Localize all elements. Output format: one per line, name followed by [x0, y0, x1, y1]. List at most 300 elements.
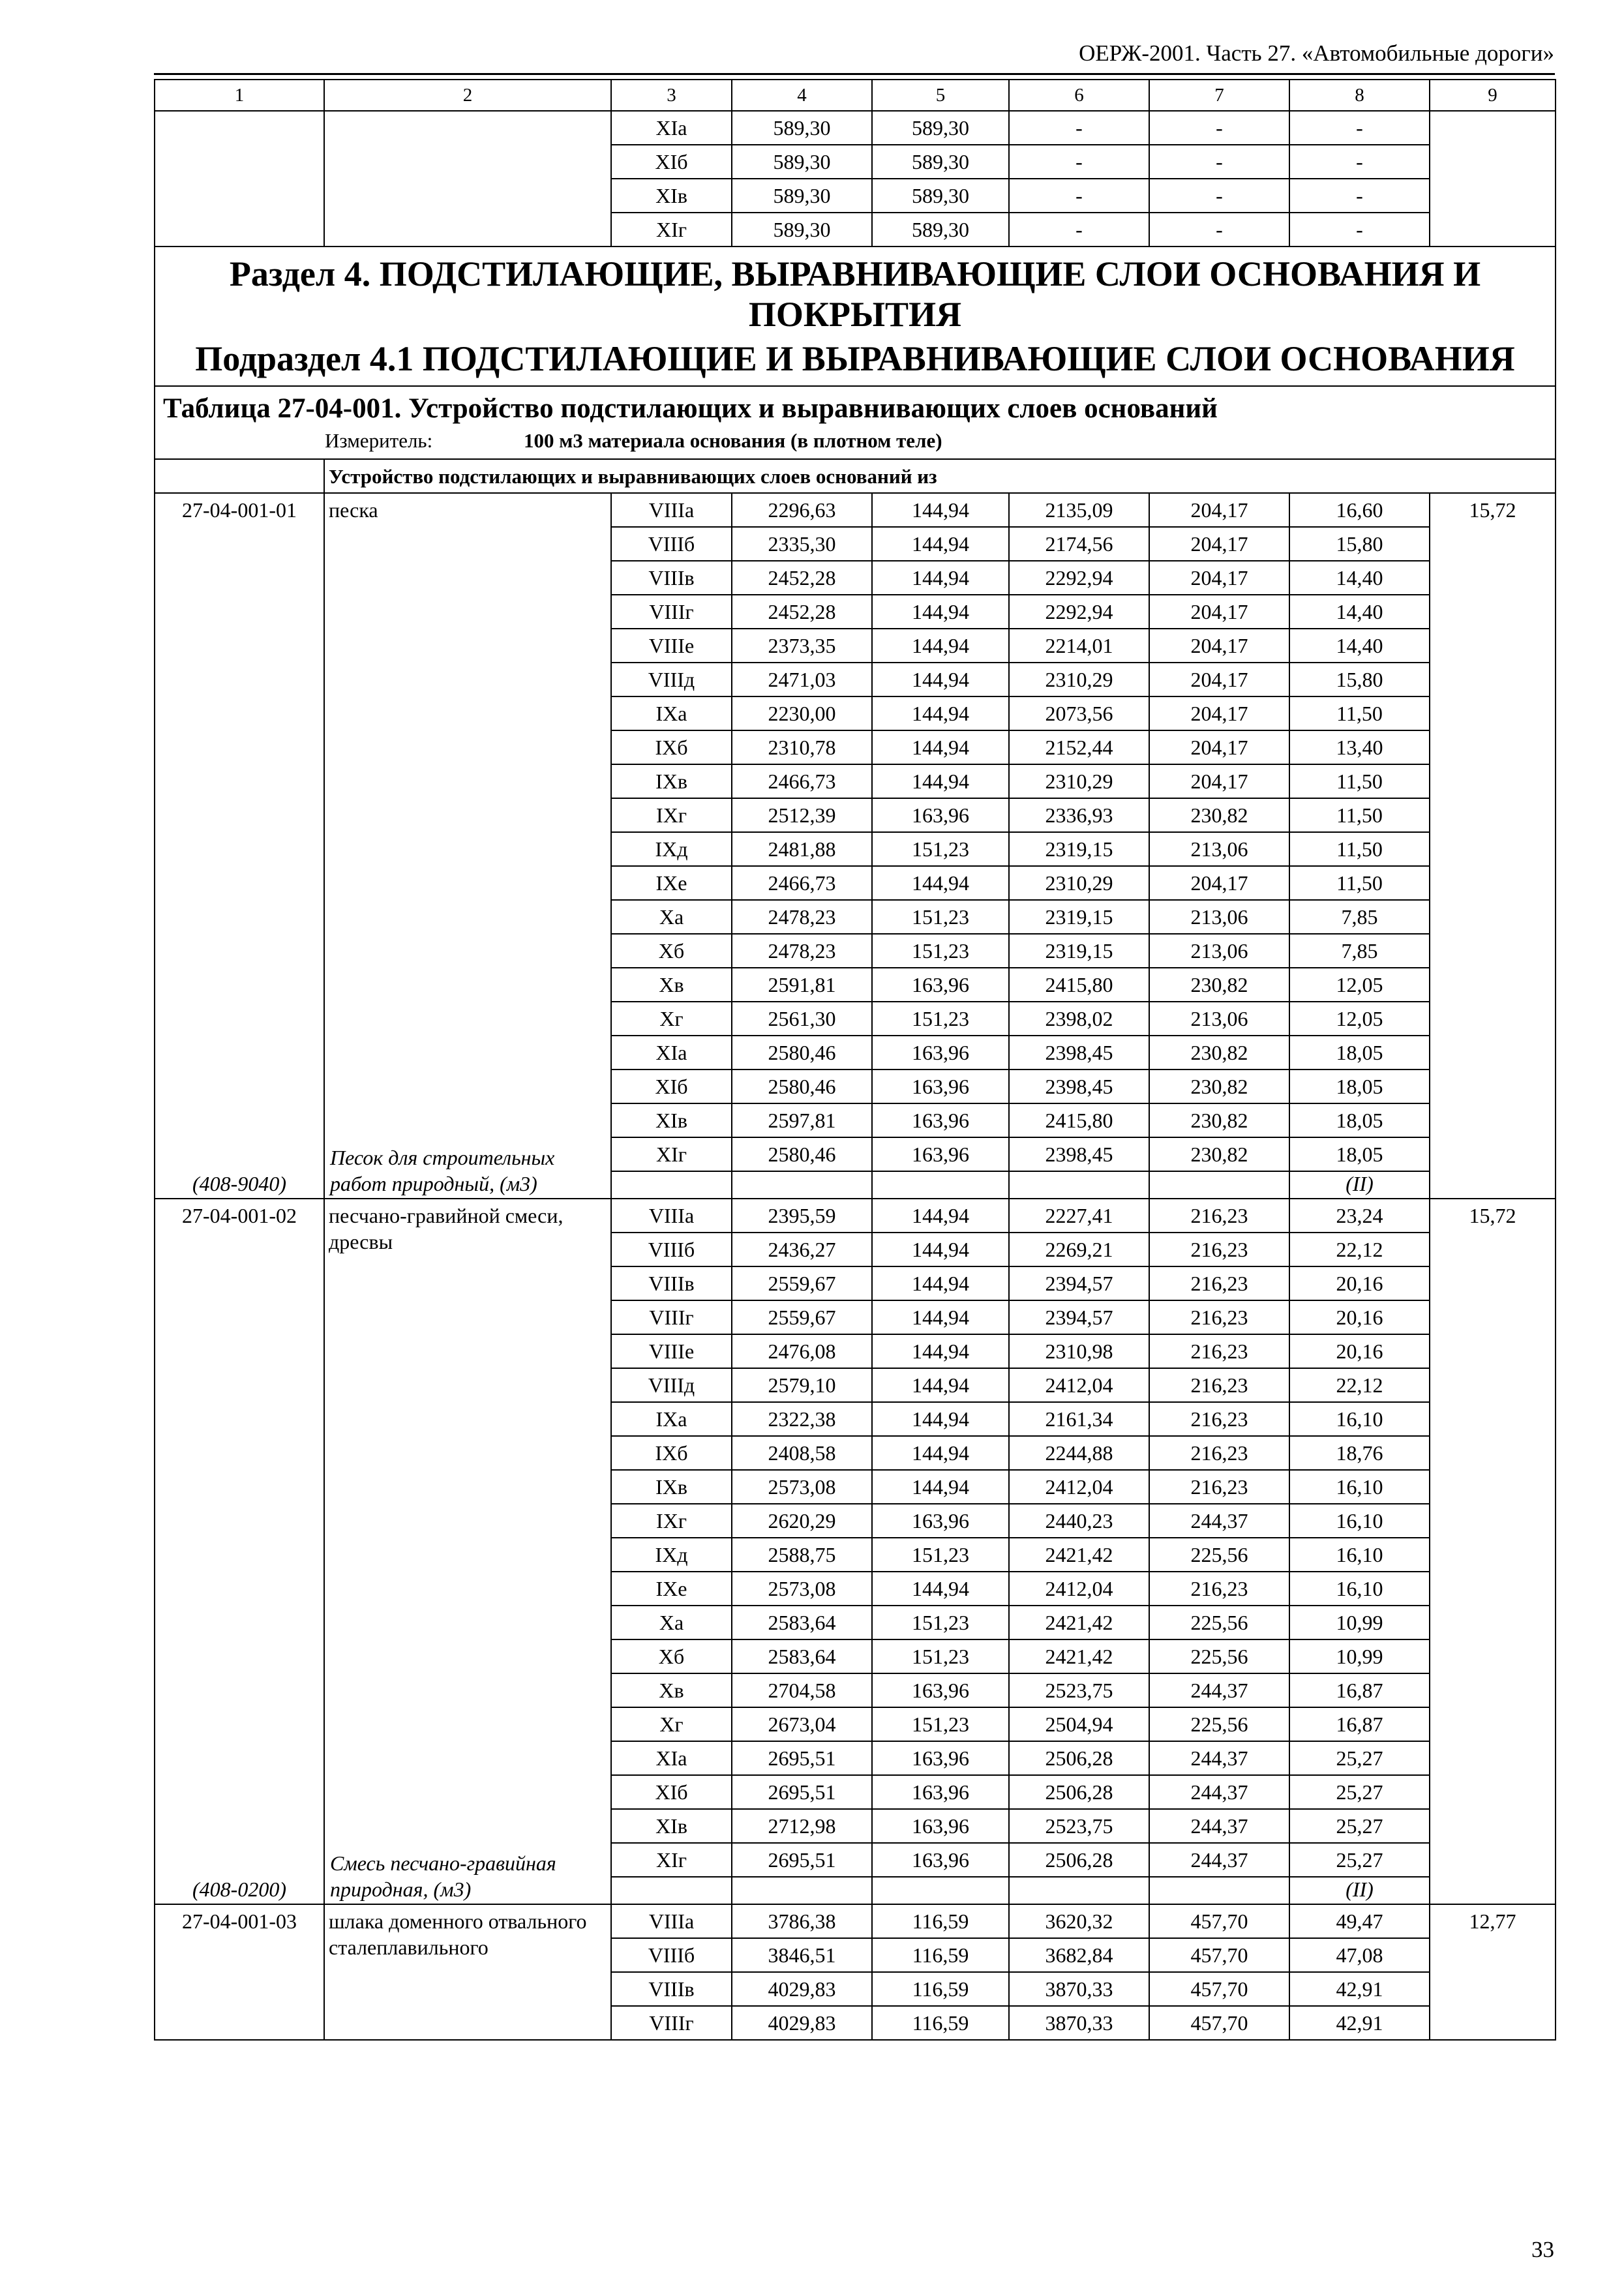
cell-c5: 144,94	[872, 1402, 1009, 1436]
cell-c8: 23,24	[1289, 1199, 1430, 1233]
table-title-row	[155, 386, 1556, 459]
cell-c4: 2580,46	[732, 1070, 872, 1103]
cell-c7: 213,06	[1149, 832, 1289, 866]
cell-c7: 216,23	[1149, 1266, 1289, 1300]
cell-cls: XIа	[611, 111, 732, 145]
cell-cls: IXг	[611, 1504, 732, 1538]
cell-c8: 49,47	[1289, 1904, 1430, 1938]
table-row	[155, 1199, 1556, 1233]
cell-c8: 7,85	[1289, 900, 1430, 934]
cell-c6: 2310,29	[1009, 663, 1149, 696]
cell-c7: -	[1149, 179, 1289, 213]
cell-c6: 2319,15	[1009, 900, 1149, 934]
cell-cls: IXв	[611, 1470, 732, 1504]
cell-cls: IXа	[611, 1402, 732, 1436]
cell-c4: 2230,00	[732, 696, 872, 730]
cell-c5: 144,94	[872, 1334, 1009, 1368]
cell-c5: 163,96	[872, 968, 1009, 1002]
cell-c5: 144,94	[872, 730, 1009, 764]
table-row	[155, 111, 1556, 145]
empty-cell	[1149, 1877, 1289, 1904]
cell-cls: Xг	[611, 1002, 732, 1036]
cell-cls: XIв	[611, 1103, 732, 1137]
cell-c7: 225,56	[1149, 1538, 1289, 1572]
cell-c5: 163,96	[872, 1741, 1009, 1775]
cell-cls: IXд	[611, 1538, 732, 1572]
cell-c6: 2421,42	[1009, 1606, 1149, 1639]
cell-c8: 25,27	[1289, 1809, 1430, 1843]
cell-c8: 16,87	[1289, 1673, 1430, 1707]
cell-c7: 216,23	[1149, 1402, 1289, 1436]
cell-c4: 2620,29	[732, 1504, 872, 1538]
cell-c5: 144,94	[872, 866, 1009, 900]
cell-c5: 151,23	[872, 1707, 1009, 1741]
cell-c6: 2214,01	[1009, 629, 1149, 663]
cell-c7: 225,56	[1149, 1707, 1289, 1741]
cell-cls: VIIIб	[611, 1938, 732, 1972]
cell-c6: 2412,04	[1009, 1572, 1149, 1606]
cell-c7: 230,82	[1149, 968, 1289, 1002]
table-unit	[155, 427, 1555, 458]
cell-cls: IXе	[611, 866, 732, 900]
cell-c7: 216,23	[1149, 1300, 1289, 1334]
cell-c8: 12,05	[1289, 1002, 1430, 1036]
cell-c4: 2373,35	[732, 629, 872, 663]
cell-c4: 2408,58	[732, 1436, 872, 1470]
cell-c7: -	[1149, 145, 1289, 179]
cell-c4: 2695,51	[732, 1741, 872, 1775]
cell-c4: 2512,39	[732, 798, 872, 832]
cell-c6: 3682,84	[1009, 1938, 1149, 1972]
cell-c6: 2310,98	[1009, 1334, 1149, 1368]
cell-c6: 2506,28	[1009, 1843, 1149, 1877]
empty-cell	[1009, 1171, 1149, 1199]
cell-c7: 230,82	[1149, 1070, 1289, 1103]
cell-c8: 10,99	[1289, 1606, 1430, 1639]
cell-c5: 589,30	[872, 145, 1009, 179]
cell-c7: 213,06	[1149, 900, 1289, 934]
cell-c7: 213,06	[1149, 1002, 1289, 1036]
cell-cls: XIг	[611, 1843, 732, 1877]
cell-cls: XIг	[611, 1137, 732, 1171]
empty-cell	[1009, 1877, 1149, 1904]
section-row	[155, 247, 1556, 386]
cell-c7: 244,37	[1149, 1741, 1289, 1775]
cell-cls: VIIIв	[611, 561, 732, 595]
cell-c6: -	[1009, 213, 1149, 247]
empty-cell	[732, 1171, 872, 1199]
rate-desc: песчано-гравийной смеси, дресвы	[329, 1204, 564, 1253]
cell-cls: IXв	[611, 764, 732, 798]
cell-cls: VIIIг	[611, 1300, 732, 1334]
cell-c7: 244,37	[1149, 1775, 1289, 1809]
cell-c6: 2073,56	[1009, 696, 1149, 730]
cell-c8: 15,80	[1289, 663, 1430, 696]
cell-cls: IXа	[611, 696, 732, 730]
cell-cls: IXд	[611, 832, 732, 866]
empty-cell	[872, 1877, 1009, 1904]
code-cell	[155, 111, 324, 247]
c9-cell: 12,77	[1430, 1904, 1556, 2040]
cell-c4: 2559,67	[732, 1266, 872, 1300]
material-code: (408-0200)	[192, 1878, 286, 1901]
cell-c7: 244,37	[1149, 1809, 1289, 1843]
material-code: (408-9040)	[192, 1172, 286, 1195]
cell-c6: 2523,75	[1009, 1809, 1149, 1843]
cell-cls: Xв	[611, 968, 732, 1002]
cell-c8: 11,50	[1289, 866, 1430, 900]
cell-cls: Xб	[611, 1639, 732, 1673]
cell-c4: 2588,75	[732, 1538, 872, 1572]
cell-c7: 204,17	[1149, 595, 1289, 629]
cell-cls: VIIIа	[611, 1904, 732, 1938]
cell-c5: 144,94	[872, 1368, 1009, 1402]
cell-c8: 22,12	[1289, 1233, 1430, 1266]
cell-c6: 2244,88	[1009, 1436, 1149, 1470]
cell-c7: 225,56	[1149, 1639, 1289, 1673]
cell-cls: IXб	[611, 1436, 732, 1470]
cell-c4: 3846,51	[732, 1938, 872, 1972]
cell-c5: 151,23	[872, 1002, 1009, 1036]
cell-c7: 244,37	[1149, 1843, 1289, 1877]
unit-value: 100 м3 материала основания (в плотном теле)	[524, 429, 942, 452]
cell-c5: 163,96	[872, 1036, 1009, 1070]
cell-c5: 144,94	[872, 764, 1009, 798]
cell-c8: 18,05	[1289, 1036, 1430, 1070]
cell-c7: 457,70	[1149, 1972, 1289, 2006]
c9-cell	[1430, 111, 1556, 247]
empty-cell	[1149, 1171, 1289, 1199]
cell-c7: 213,06	[1149, 934, 1289, 968]
cell-c4: 3786,38	[732, 1904, 872, 1938]
cell-c5: 144,94	[872, 1436, 1009, 1470]
c9-cell: 15,72	[1430, 493, 1556, 1199]
cell-c6: 2415,80	[1009, 968, 1149, 1002]
cell-c6: 2152,44	[1009, 730, 1149, 764]
cell-c4: 2673,04	[732, 1707, 872, 1741]
rate-code: 27-04-001-01	[182, 498, 297, 522]
cell-c4: 2478,23	[732, 934, 872, 968]
cell-c5: 144,94	[872, 1199, 1009, 1233]
cell-cls: XIб	[611, 1070, 732, 1103]
cell-cls: VIIIа	[611, 493, 732, 527]
table-row	[155, 493, 1556, 527]
cell-c8: 42,91	[1289, 2006, 1430, 2040]
cell-c4: 2695,51	[732, 1775, 872, 1809]
cell-c6: 2310,29	[1009, 764, 1149, 798]
cell-cls: VIIIв	[611, 1972, 732, 2006]
cell-c4: 2559,67	[732, 1300, 872, 1334]
cell-cls: VIIIа	[611, 1199, 732, 1233]
cell-cls: XIг	[611, 213, 732, 247]
cell-cls: XIа	[611, 1036, 732, 1070]
cell-cls: VIIIе	[611, 629, 732, 663]
cell-c5: 144,94	[872, 1300, 1009, 1334]
cell-c7: 244,37	[1149, 1504, 1289, 1538]
cell-c6: 2398,02	[1009, 1002, 1149, 1036]
cell-c8: 16,10	[1289, 1470, 1430, 1504]
cell-c5: 144,94	[872, 629, 1009, 663]
cell-c4: 2561,30	[732, 1002, 872, 1036]
cell-cls: VIIIд	[611, 663, 732, 696]
cell-c8: 18,05	[1289, 1137, 1430, 1171]
cell-c7: -	[1149, 213, 1289, 247]
cell-cls: XIб	[611, 1775, 732, 1809]
cell-c4: 4029,83	[732, 1972, 872, 2006]
cell-c4: 2579,10	[732, 1368, 872, 1402]
cell-cls: VIIIб	[611, 1233, 732, 1266]
cell-c4: 2580,46	[732, 1036, 872, 1070]
cell-c4: 2335,30	[732, 527, 872, 561]
cell-c7: 204,17	[1149, 561, 1289, 595]
cell-c7: 216,23	[1149, 1572, 1289, 1606]
cell-c5: 589,30	[872, 213, 1009, 247]
cell-c4: 2481,88	[732, 832, 872, 866]
cell-c6: 2523,75	[1009, 1673, 1149, 1707]
cell-c4: 2436,27	[732, 1233, 872, 1266]
cell-c5: 163,96	[872, 1070, 1009, 1103]
cell-c7: 216,23	[1149, 1368, 1289, 1402]
cell-c4: 2476,08	[732, 1334, 872, 1368]
cell-c5: 144,94	[872, 493, 1009, 527]
cell-c7: 216,23	[1149, 1233, 1289, 1266]
cell-c5: 144,94	[872, 1266, 1009, 1300]
cell-cls: Xб	[611, 934, 732, 968]
cell-c6: 3870,33	[1009, 1972, 1149, 2006]
column-number: 7	[1149, 80, 1289, 111]
cell-c4: 589,30	[732, 145, 872, 179]
cell-c4: 4029,83	[732, 2006, 872, 2040]
cell-c8: 25,27	[1289, 1741, 1430, 1775]
cell-c4: 2452,28	[732, 561, 872, 595]
column-number: 5	[872, 80, 1009, 111]
cell-c6: 2415,80	[1009, 1103, 1149, 1137]
cell-c8: 11,50	[1289, 764, 1430, 798]
column-numbers-row	[155, 80, 1556, 111]
cell-c5: 144,94	[872, 561, 1009, 595]
cell-c8: 16,10	[1289, 1402, 1430, 1436]
cell-c7: 230,82	[1149, 1036, 1289, 1070]
cell-c6: 3870,33	[1009, 2006, 1149, 2040]
cell-c8: 22,12	[1289, 1368, 1430, 1402]
cell-c4: 2296,63	[732, 493, 872, 527]
cell-c6: 2269,21	[1009, 1233, 1149, 1266]
cell-c4: 2573,08	[732, 1470, 872, 1504]
column-number: 9	[1430, 80, 1556, 111]
cell-c8: 18,05	[1289, 1070, 1430, 1103]
page-number: 33	[1531, 2237, 1554, 2262]
section-title: Раздел 4. ПОДСТИЛАЮЩИЕ, ВЫРАВНИВАЮЩИЕ СЛОИ ОСНОВАНИЯ И ПОКРЫТИЯ	[229, 254, 1481, 334]
table-title: Таблица 27-04-001. Устройство подстилающих и выравнивающих слоев оснований	[163, 393, 1218, 424]
cell-cls: XIв	[611, 1809, 732, 1843]
cell-cls: VIIIд	[611, 1368, 732, 1402]
cell-c4: 2466,73	[732, 764, 872, 798]
column-number: 4	[732, 80, 872, 111]
empty-cell	[732, 1877, 872, 1904]
table-row	[155, 1904, 1556, 1938]
cell-cls: VIIIг	[611, 595, 732, 629]
cell-c4: 2712,98	[732, 1809, 872, 1843]
rate-code: 27-04-001-03	[182, 1909, 297, 1933]
rate-code-cell	[155, 493, 324, 1199]
cell-c5: 116,59	[872, 1972, 1009, 2006]
cell-c6: 2394,57	[1009, 1266, 1149, 1300]
empty-cell	[872, 1171, 1009, 1199]
cell-c8: -	[1289, 145, 1430, 179]
cell-c7: 230,82	[1149, 798, 1289, 832]
cell-c5: 151,23	[872, 934, 1009, 968]
section-heading	[155, 247, 1556, 386]
cell-c7: 204,17	[1149, 493, 1289, 527]
running-header: ОЕРЖ-2001. Часть 27. «Автомобильные дороги»	[1079, 40, 1554, 66]
cell-c8: 14,40	[1289, 629, 1430, 663]
cell-c5: 151,23	[872, 1538, 1009, 1572]
cell-c4: 2395,59	[732, 1199, 872, 1233]
rate-desc: песка	[329, 498, 378, 522]
cell-c8: 13,40	[1289, 730, 1430, 764]
cell-c4: 2452,28	[732, 595, 872, 629]
cell-c5: 163,96	[872, 1673, 1009, 1707]
cell-c7: 216,23	[1149, 1436, 1289, 1470]
cell-cls: XIа	[611, 1741, 732, 1775]
cell-c8: 12,05	[1289, 968, 1430, 1002]
material-name: Песок для строительных работ природный, (м3)	[330, 1146, 555, 1195]
cell-c4: 2580,46	[732, 1137, 872, 1171]
cell-c7: 204,17	[1149, 866, 1289, 900]
rate-desc: шлака доменного отвального сталеплавильного	[329, 1909, 587, 1959]
cell-c8: 14,40	[1289, 561, 1430, 595]
cell-c6: 2174,56	[1009, 527, 1149, 561]
cell-c6: 2506,28	[1009, 1775, 1149, 1809]
cell-c5: 589,30	[872, 111, 1009, 145]
rates-table	[154, 79, 1556, 2041]
cell-c5: 589,30	[872, 179, 1009, 213]
column-number: 2	[324, 80, 611, 111]
cell-c8: 7,85	[1289, 934, 1430, 968]
cell-c5: 144,94	[872, 527, 1009, 561]
cell-c8: 11,50	[1289, 832, 1430, 866]
cell-c5: 163,96	[872, 798, 1009, 832]
cell-c4: 589,30	[732, 179, 872, 213]
cell-c8: 16,10	[1289, 1538, 1430, 1572]
cell-c7: 225,56	[1149, 1606, 1289, 1639]
rate-code: 27-04-001-02	[182, 1204, 297, 1227]
desc-cell	[324, 111, 611, 247]
cell-c6: 2421,42	[1009, 1538, 1149, 1572]
cell-c5: 151,23	[872, 832, 1009, 866]
cell-c6: 2440,23	[1009, 1504, 1149, 1538]
cell-c6: 2394,57	[1009, 1300, 1149, 1334]
cell-c7: 204,17	[1149, 663, 1289, 696]
rate-code-cell	[155, 1904, 324, 2040]
empty-cell	[611, 1877, 732, 1904]
cell-cls: VIIIе	[611, 1334, 732, 1368]
cell-c6: 2421,42	[1009, 1639, 1149, 1673]
cell-c4: 2310,78	[732, 730, 872, 764]
cell-c8: 11,50	[1289, 798, 1430, 832]
cell-c7: 204,17	[1149, 629, 1289, 663]
note-cell: (II)	[1289, 1877, 1430, 1904]
cell-cls: Xа	[611, 900, 732, 934]
cell-c8: 15,80	[1289, 527, 1430, 561]
cell-c8: 20,16	[1289, 1300, 1430, 1334]
cell-c6: 2506,28	[1009, 1741, 1149, 1775]
header-rule	[154, 73, 1555, 75]
cell-c7: 204,17	[1149, 527, 1289, 561]
cell-c6: 2504,94	[1009, 1707, 1149, 1741]
cell-c4: 2597,81	[732, 1103, 872, 1137]
cell-cls: XIб	[611, 145, 732, 179]
cell-c6: -	[1009, 145, 1149, 179]
cell-c8: 20,16	[1289, 1266, 1430, 1300]
cell-c6: 2319,15	[1009, 832, 1149, 866]
cell-c8: 16,10	[1289, 1504, 1430, 1538]
cell-c5: 144,94	[872, 1470, 1009, 1504]
cell-c8: 25,27	[1289, 1775, 1430, 1809]
subheading-cell	[324, 459, 1556, 493]
cell-c8: 14,40	[1289, 595, 1430, 629]
cell-c8: 20,16	[1289, 1334, 1430, 1368]
cell-c5: 116,59	[872, 1904, 1009, 1938]
cell-c4: 2322,38	[732, 1402, 872, 1436]
cell-c6: -	[1009, 111, 1149, 145]
cell-c6: 2319,15	[1009, 934, 1149, 968]
subheading: Устройство подстилающих и выравнивающих слоев оснований из	[329, 465, 937, 488]
column-number: 6	[1009, 80, 1149, 111]
cell-cls: XIв	[611, 179, 732, 213]
cell-c6: 2398,45	[1009, 1070, 1149, 1103]
empty-cell	[155, 459, 324, 493]
cell-c7: 457,70	[1149, 2006, 1289, 2040]
cell-c7: 457,70	[1149, 1904, 1289, 1938]
cell-c6: 3620,32	[1009, 1904, 1149, 1938]
cell-c5: 144,94	[872, 595, 1009, 629]
table-title-cell	[155, 386, 1556, 459]
cell-c7: 244,37	[1149, 1673, 1289, 1707]
cell-c8: 47,08	[1289, 1938, 1430, 1972]
note-cell: (II)	[1289, 1171, 1430, 1199]
cell-c7: 230,82	[1149, 1103, 1289, 1137]
cell-c5: 116,59	[872, 1938, 1009, 1972]
cell-c5: 116,59	[872, 2006, 1009, 2040]
cell-c5: 163,96	[872, 1775, 1009, 1809]
cell-c4: 2478,23	[732, 900, 872, 934]
cell-c8: 11,50	[1289, 696, 1430, 730]
column-number: 1	[155, 80, 324, 111]
cell-c8: 25,27	[1289, 1843, 1430, 1877]
cell-cls: IXб	[611, 730, 732, 764]
cell-cls: Xв	[611, 1673, 732, 1707]
cell-cls: VIIIб	[611, 527, 732, 561]
cell-c7: 204,17	[1149, 730, 1289, 764]
cell-c7: 216,23	[1149, 1470, 1289, 1504]
cell-c4: 2466,73	[732, 866, 872, 900]
cell-c8: 42,91	[1289, 1972, 1430, 2006]
cell-c6: 2135,09	[1009, 493, 1149, 527]
cell-c5: 144,94	[872, 663, 1009, 696]
cell-cls: IXе	[611, 1572, 732, 1606]
cell-c7: 216,23	[1149, 1199, 1289, 1233]
cell-c4: 2583,64	[732, 1606, 872, 1639]
cell-c5: 144,94	[872, 1572, 1009, 1606]
cell-c6: 2161,34	[1009, 1402, 1149, 1436]
cell-c6: 2398,45	[1009, 1036, 1149, 1070]
cell-c8: -	[1289, 213, 1430, 247]
cell-c6: 2336,93	[1009, 798, 1149, 832]
cell-cls: VIIIв	[611, 1266, 732, 1300]
cell-c8: 16,60	[1289, 493, 1430, 527]
cell-c4: 2704,58	[732, 1673, 872, 1707]
